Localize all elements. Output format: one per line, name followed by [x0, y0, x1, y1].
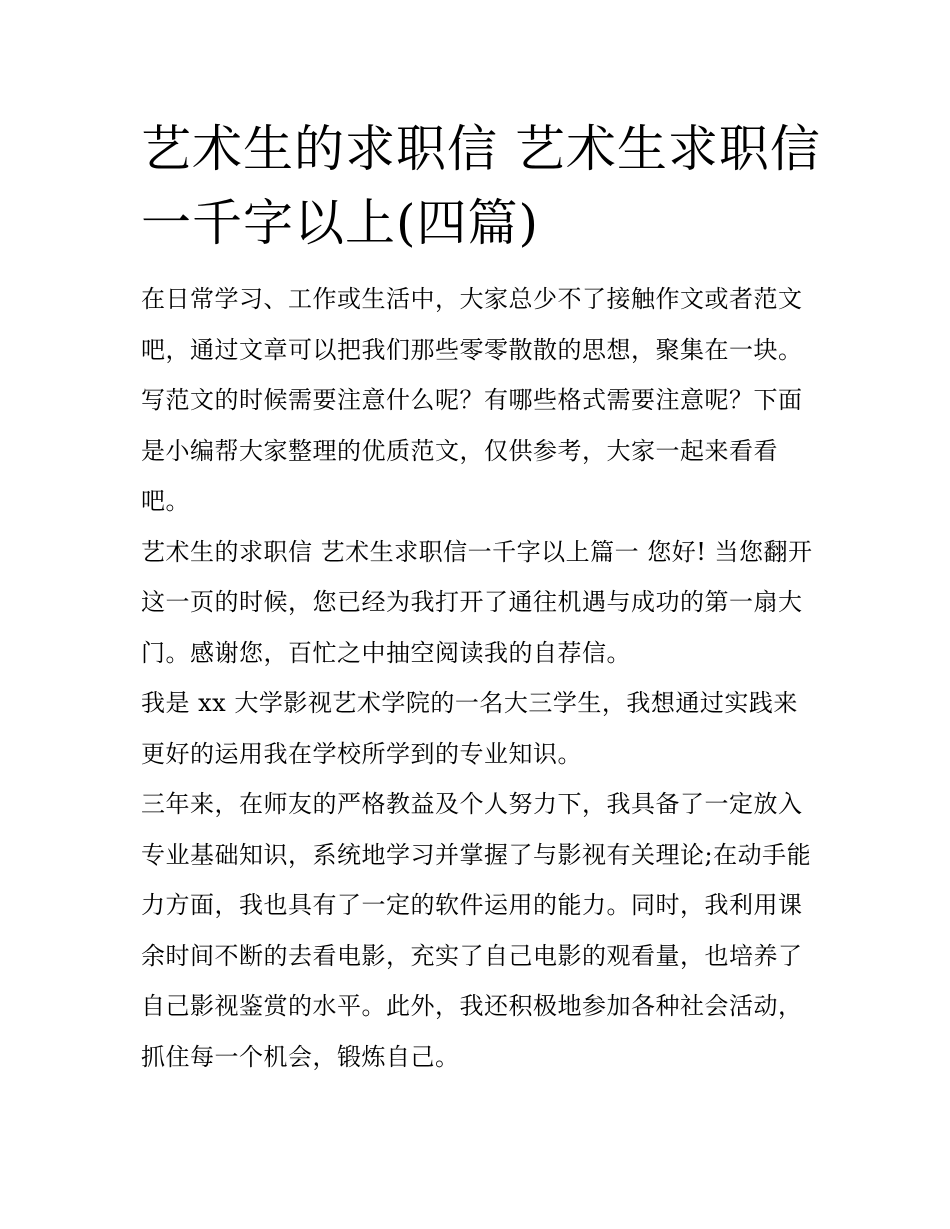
document-body	[141, 274, 821, 1082]
paragraph-self-intro: 我是 xx 大学影视艺术学院的一名大三学生，我想通过实践来更好的运用我在学校所学到的专业知识。	[141, 689, 798, 768]
paragraph-experience: 三年来，在师友的严格教益及个人努力下，我具备了一定放入专业基础知识，系统地学习并掌握了与影视有关理论;在动手能力方面，我也具有了一定的软件运用的能力。同时，我利用课余时间不断的去看电影，充实了自己电影的观看量，也培养了自己影视鉴赏的水平。此外，我还积极地参加各种社会活动，抓住每一个机会，锻炼自己。	[141, 790, 812, 1071]
paragraph-greeting: 艺术生的求职信 艺术生求职信一千字以上篇一 您好! 当您翻开这一页的时候，您已经为我打开了通往机遇与成功的第一扇大门。感谢您，百忙之中抽空阅读我的自荐信。	[141, 537, 813, 667]
document-title: 艺术生的求职信 艺术生求职信一千字以上(四篇)	[141, 120, 821, 252]
document-page	[141, 112, 821, 1082]
paragraph-intro: 在日常学习、工作或生活中，大家总少不了接触作文或者范文吧，通过文章可以把我们那些零零散散的思想，聚集在一块。写范文的时候需要注意什么呢？有哪些格式需要注意呢？下面是小编帮大家整理的优质范文，仅供参考，大家一起来看看吧。	[141, 285, 803, 515]
